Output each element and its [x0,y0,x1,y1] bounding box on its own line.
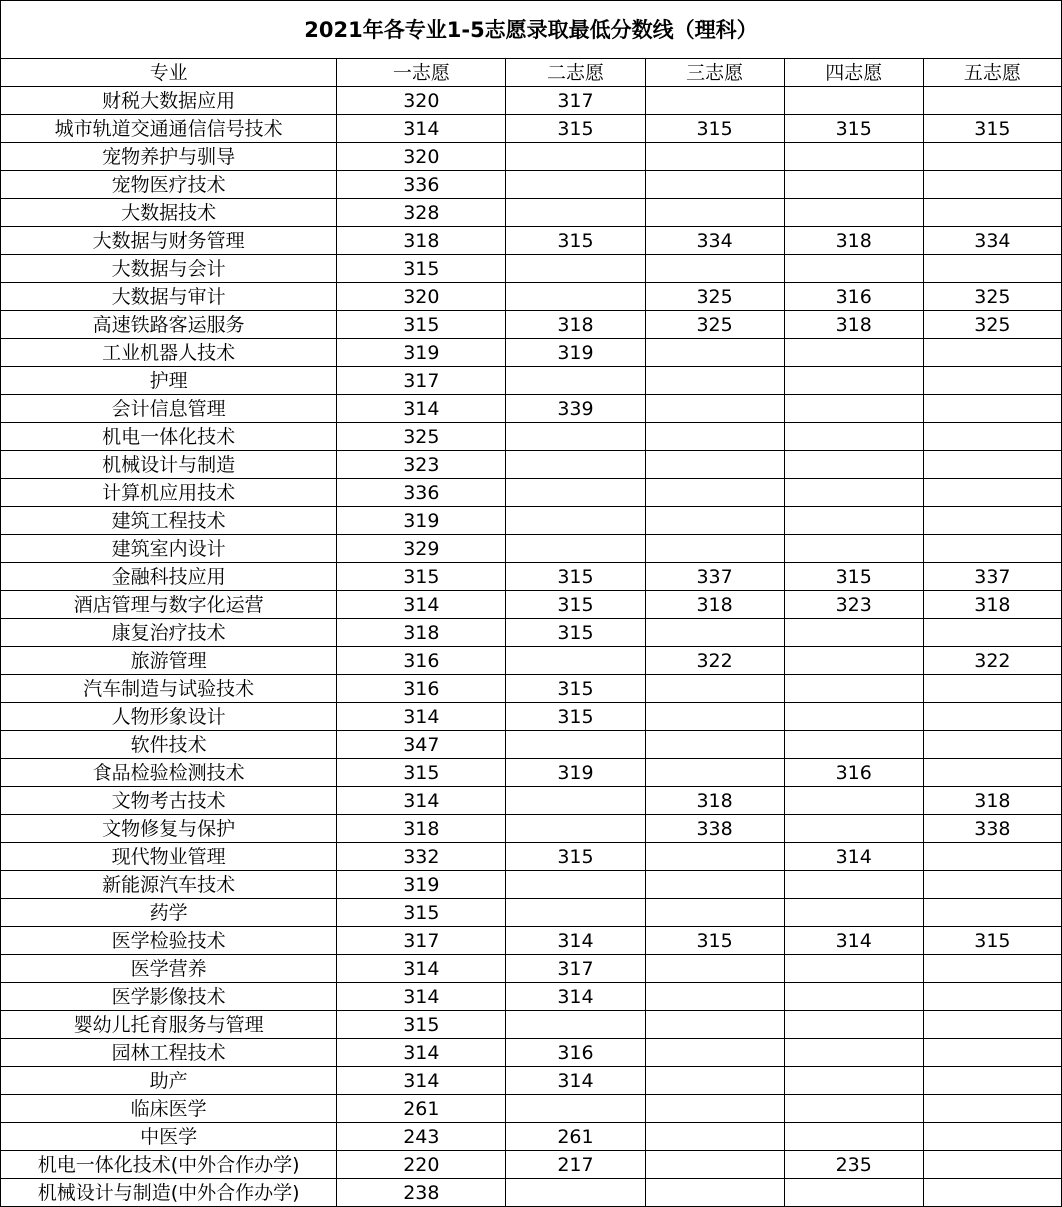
choice-3-score [645,1123,784,1151]
table-row [1,339,1062,367]
choice-3-score [645,1067,784,1095]
choice-5-score: 325 [923,311,1061,339]
table-title: 2021年各专业1-5志愿录取最低分数线（理科） [1,1,1062,59]
major-cell: 机械设计与制造(中外合作办学) [1,1179,337,1207]
choice-1-score: 314 [337,703,506,731]
choice-3-score: 325 [645,283,784,311]
table-row [1,199,1062,227]
choice-5-score [923,451,1061,479]
choice-3-score [645,843,784,871]
choice-1-score: 315 [337,1011,506,1039]
table-row [1,535,1062,563]
major-cell: 护理 [1,367,337,395]
choice-3-score: 318 [645,591,784,619]
major-cell: 建筑工程技术 [1,507,337,535]
choice-1-score: 336 [337,479,506,507]
choice-4-score [784,675,923,703]
choice-2-score: 314 [506,983,645,1011]
choice-5-score [923,535,1061,563]
choice-2-score [506,647,645,675]
major-cell: 机械设计与制造 [1,451,337,479]
choice-3-score [645,1095,784,1123]
choice-4-score [784,1067,923,1095]
choice-4-score [784,647,923,675]
choice-2-score [506,1095,645,1123]
choice-3-score [645,871,784,899]
table-row [1,1011,1062,1039]
major-cell: 文物考古技术 [1,787,337,815]
choice-5-score [923,143,1061,171]
choice-4-score [784,507,923,535]
choice-3-score [645,619,784,647]
choice-4-score: 318 [784,311,923,339]
choice-4-score [784,143,923,171]
column-header-major: 专业 [1,59,337,87]
choice-5-score: 315 [923,115,1061,143]
major-cell: 大数据与财务管理 [1,227,337,255]
choice-3-score [645,1151,784,1179]
table-row [1,423,1062,451]
choice-4-score [784,451,923,479]
major-cell: 大数据与会计 [1,255,337,283]
choice-3-score [645,1039,784,1067]
choice-3-score [645,899,784,927]
major-cell: 中医学 [1,1123,337,1151]
choice-1-score: 315 [337,255,506,283]
choice-3-score [645,143,784,171]
choice-5-score [923,339,1061,367]
choice-4-score: 235 [784,1151,923,1179]
table-row [1,591,1062,619]
choice-2-score: 315 [506,591,645,619]
choice-1-score: 319 [337,339,506,367]
table-row [1,675,1062,703]
choice-2-score: 315 [506,619,645,647]
choice-4-score: 323 [784,591,923,619]
choice-2-score [506,283,645,311]
choice-1-score: 315 [337,759,506,787]
choice-1-score: 318 [337,815,506,843]
choice-2-score: 317 [506,87,645,115]
choice-5-score [923,1151,1061,1179]
choice-3-score: 334 [645,227,784,255]
choice-1-score: 318 [337,619,506,647]
column-header-choice-1: 一志愿 [337,59,506,87]
choice-4-score: 318 [784,227,923,255]
choice-2-score: 315 [506,115,645,143]
choice-5-score: 318 [923,591,1061,619]
table-row [1,255,1062,283]
choice-2-score: 315 [506,703,645,731]
table-row [1,283,1062,311]
choice-4-score [784,787,923,815]
choice-1-score: 316 [337,675,506,703]
choice-4-score: 316 [784,283,923,311]
choice-3-score [645,395,784,423]
choice-4-score: 316 [784,759,923,787]
table-row [1,647,1062,675]
major-cell: 食品检验检测技术 [1,759,337,787]
choice-5-score [923,423,1061,451]
choice-5-score: 318 [923,787,1061,815]
choice-5-score [923,1067,1061,1095]
choice-2-score: 339 [506,395,645,423]
choice-2-score: 217 [506,1151,645,1179]
table-row [1,759,1062,787]
choice-4-score [784,255,923,283]
choice-2-score [506,787,645,815]
choice-1-score: 314 [337,1039,506,1067]
choice-5-score [923,899,1061,927]
choice-3-score [645,675,784,703]
choice-4-score [784,535,923,563]
table-row [1,1095,1062,1123]
choice-1-score: 318 [337,227,506,255]
table-row [1,395,1062,423]
major-cell: 大数据技术 [1,199,337,227]
choice-5-score [923,759,1061,787]
choice-1-score: 325 [337,423,506,451]
table-row [1,563,1062,591]
major-cell: 酒店管理与数字化运营 [1,591,337,619]
choice-4-score [784,339,923,367]
choice-1-score: 315 [337,311,506,339]
choice-3-score [645,479,784,507]
choice-2-score [506,871,645,899]
choice-1-score: 329 [337,535,506,563]
choice-4-score [784,1123,923,1151]
choice-2-score [506,479,645,507]
choice-2-score [506,1011,645,1039]
choice-2-score: 315 [506,227,645,255]
choice-1-score: 238 [337,1179,506,1207]
choice-2-score [506,171,645,199]
choice-3-score [645,507,784,535]
choice-3-score: 322 [645,647,784,675]
choice-5-score: 315 [923,927,1061,955]
choice-1-score: 347 [337,731,506,759]
choice-5-score: 334 [923,227,1061,255]
table-row [1,115,1062,143]
choice-5-score: 337 [923,563,1061,591]
choice-2-score: 316 [506,1039,645,1067]
choice-3-score: 315 [645,115,784,143]
choice-1-score: 320 [337,87,506,115]
major-cell: 宠物医疗技术 [1,171,337,199]
major-cell: 现代物业管理 [1,843,337,871]
choice-3-score [645,1011,784,1039]
table-row [1,311,1062,339]
choice-5-score [923,1095,1061,1123]
choice-5-score [923,479,1061,507]
table-row [1,479,1062,507]
major-cell: 康复治疗技术 [1,619,337,647]
major-cell: 宠物养护与驯导 [1,143,337,171]
choice-4-score [784,983,923,1011]
choice-2-score [506,535,645,563]
choice-5-score [923,1179,1061,1207]
major-cell: 大数据与审计 [1,283,337,311]
major-cell: 金融科技应用 [1,563,337,591]
choice-4-score [784,423,923,451]
choice-3-score: 315 [645,927,784,955]
choice-5-score: 325 [923,283,1061,311]
major-cell: 旅游管理 [1,647,337,675]
choice-4-score [784,1011,923,1039]
choice-3-score [645,731,784,759]
choice-2-score: 315 [506,675,645,703]
choice-2-score [506,143,645,171]
choice-1-score: 315 [337,899,506,927]
table-row [1,955,1062,983]
choice-3-score: 318 [645,787,784,815]
major-cell: 医学影像技术 [1,983,337,1011]
choice-5-score [923,871,1061,899]
choice-3-score: 325 [645,311,784,339]
choice-3-score [645,199,784,227]
major-cell: 软件技术 [1,731,337,759]
choice-4-score [784,703,923,731]
column-header-choice-2: 二志愿 [506,59,645,87]
table-row [1,899,1062,927]
choice-4-score [784,87,923,115]
choice-4-score [784,619,923,647]
choice-2-score: 315 [506,843,645,871]
table-row [1,619,1062,647]
choice-1-score: 261 [337,1095,506,1123]
choice-3-score [645,423,784,451]
choice-3-score [645,255,784,283]
choice-2-score: 261 [506,1123,645,1151]
major-cell: 城市轨道交通通信信号技术 [1,115,337,143]
choice-2-score: 317 [506,955,645,983]
major-cell: 会计信息管理 [1,395,337,423]
choice-3-score [645,759,784,787]
major-cell: 机电一体化技术(中外合作办学) [1,1151,337,1179]
choice-1-score: 314 [337,395,506,423]
choice-3-score: 337 [645,563,784,591]
choice-1-score: 314 [337,983,506,1011]
choice-2-score [506,507,645,535]
choice-5-score [923,955,1061,983]
choice-4-score: 314 [784,843,923,871]
choice-5-score [923,1123,1061,1151]
choice-5-score [923,843,1061,871]
choice-5-score [923,395,1061,423]
choice-5-score [923,507,1061,535]
choice-1-score: 314 [337,955,506,983]
choice-5-score [923,675,1061,703]
major-cell: 新能源汽车技术 [1,871,337,899]
major-cell: 汽车制造与试验技术 [1,675,337,703]
choice-1-score: 328 [337,199,506,227]
major-cell: 财税大数据应用 [1,87,337,115]
table-row [1,815,1062,843]
choice-2-score: 319 [506,339,645,367]
choice-1-score: 323 [337,451,506,479]
major-cell: 临床医学 [1,1095,337,1123]
choice-2-score: 314 [506,1067,645,1095]
choice-5-score [923,619,1061,647]
choice-1-score: 315 [337,563,506,591]
choice-3-score [645,367,784,395]
choice-4-score: 314 [784,927,923,955]
column-header-choice-4: 四志愿 [784,59,923,87]
choice-2-score: 315 [506,563,645,591]
table-row [1,1067,1062,1095]
choice-1-score: 319 [337,507,506,535]
choice-3-score [645,87,784,115]
choice-5-score [923,1039,1061,1067]
choice-4-score [784,955,923,983]
major-cell: 机电一体化技术 [1,423,337,451]
table-row [1,1039,1062,1067]
choice-4-score [784,871,923,899]
major-cell: 药学 [1,899,337,927]
table-row [1,451,1062,479]
choice-1-score: 317 [337,927,506,955]
table-row [1,87,1062,115]
choice-1-score: 314 [337,787,506,815]
choice-4-score [784,367,923,395]
choice-5-score [923,87,1061,115]
column-header-choice-5: 五志愿 [923,59,1061,87]
major-cell: 医学营养 [1,955,337,983]
choice-2-score: 319 [506,759,645,787]
choice-4-score [784,1179,923,1207]
table-row [1,871,1062,899]
title-row [1,1,1062,59]
choice-5-score [923,255,1061,283]
choice-4-score [784,1095,923,1123]
choice-3-score [645,1179,784,1207]
choice-3-score [645,955,784,983]
choice-1-score: 316 [337,647,506,675]
choice-5-score [923,367,1061,395]
choice-1-score: 220 [337,1151,506,1179]
choice-1-score: 332 [337,843,506,871]
major-cell: 文物修复与保护 [1,815,337,843]
choice-1-score: 314 [337,1067,506,1095]
table-row [1,843,1062,871]
major-cell: 人物形象设计 [1,703,337,731]
column-header-choice-3: 三志愿 [645,59,784,87]
choice-5-score [923,199,1061,227]
major-cell: 医学检验技术 [1,927,337,955]
major-cell: 婴幼儿托育服务与管理 [1,1011,337,1039]
table-row [1,731,1062,759]
table-row [1,367,1062,395]
choice-2-score [506,731,645,759]
choice-2-score [506,1179,645,1207]
table-row [1,1179,1062,1207]
choice-3-score [645,983,784,1011]
table-row [1,1151,1062,1179]
table-row [1,983,1062,1011]
choice-1-score: 320 [337,143,506,171]
major-cell: 高速铁路客运服务 [1,311,337,339]
choice-4-score: 315 [784,115,923,143]
choice-2-score [506,815,645,843]
choice-1-score: 317 [337,367,506,395]
choice-5-score: 338 [923,815,1061,843]
table-row [1,787,1062,815]
choice-2-score [506,255,645,283]
major-cell: 助产 [1,1067,337,1095]
table-row [1,227,1062,255]
choice-1-score: 314 [337,115,506,143]
choice-4-score [784,199,923,227]
major-cell: 园林工程技术 [1,1039,337,1067]
choice-4-score [784,1039,923,1067]
choice-4-score [784,395,923,423]
choice-5-score [923,703,1061,731]
choice-3-score [645,703,784,731]
major-cell: 建筑室内设计 [1,535,337,563]
choice-4-score [784,171,923,199]
choice-5-score [923,171,1061,199]
choice-2-score [506,451,645,479]
table-row [1,143,1062,171]
choice-2-score [506,199,645,227]
header-row [1,59,1062,87]
choice-2-score [506,899,645,927]
choice-1-score: 320 [337,283,506,311]
choice-2-score [506,423,645,451]
choice-1-score: 336 [337,171,506,199]
table-row [1,1123,1062,1151]
choice-4-score [784,479,923,507]
major-cell: 计算机应用技术 [1,479,337,507]
table-row [1,171,1062,199]
choice-4-score [784,899,923,927]
table-row [1,507,1062,535]
choice-5-score [923,983,1061,1011]
choice-3-score [645,535,784,563]
choice-1-score: 319 [337,871,506,899]
choice-2-score: 314 [506,927,645,955]
choice-4-score: 315 [784,563,923,591]
table-row [1,703,1062,731]
major-cell: 工业机器人技术 [1,339,337,367]
choice-5-score [923,1011,1061,1039]
choice-1-score: 243 [337,1123,506,1151]
choice-3-score [645,171,784,199]
choice-2-score: 318 [506,311,645,339]
choice-4-score [784,815,923,843]
choice-5-score: 322 [923,647,1061,675]
choice-5-score [923,731,1061,759]
choice-3-score [645,451,784,479]
choice-2-score [506,367,645,395]
choice-4-score [784,731,923,759]
choice-1-score: 314 [337,591,506,619]
choice-3-score: 338 [645,815,784,843]
table-row [1,927,1062,955]
choice-3-score [645,339,784,367]
